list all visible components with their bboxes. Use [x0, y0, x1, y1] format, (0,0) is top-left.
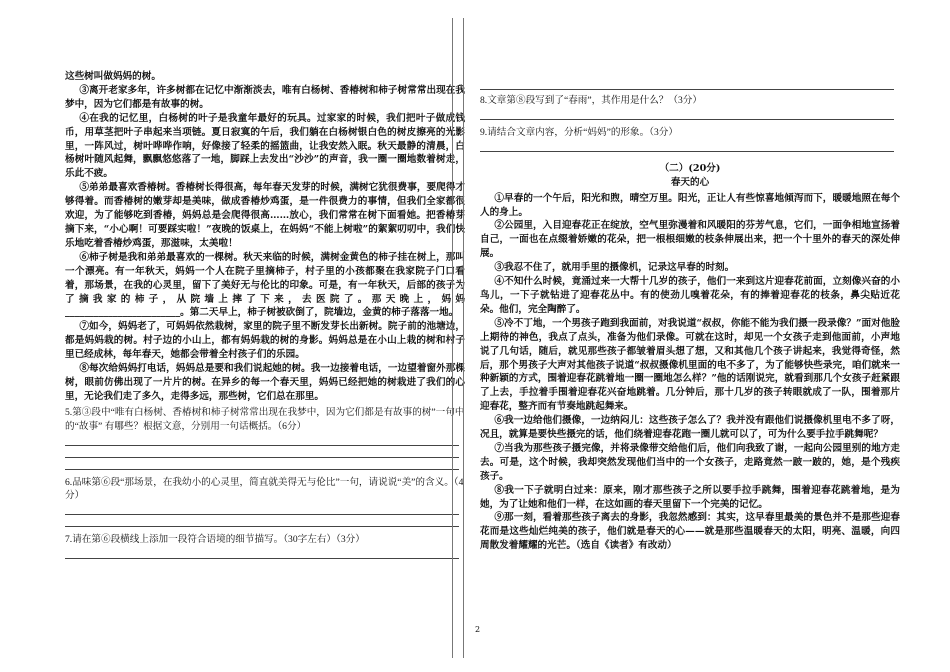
answer-line[interactable]: [480, 108, 894, 120]
paragraph: ①早春的一个午后，阳光和煦，晴空万里。阳光，正让人有些惊喜地倾泻而下，暖暖地照在每个人的身上。: [480, 192, 900, 218]
right-column: [480, 78, 900, 553]
paragraph: ⑤弟弟最喜欢香椿树。香椿树长得很高，每年春天发芽的时候，满树它犹很费事，要爬得才够得着。而香椿树的嫩芽却是美味，做成香椿炒鸡蛋，是一件很费力的事情，但我们全家都很欢迎，为了能够吃到香椿，妈妈总是会爬得很高……放心，我们常常在树下面看她。把香椿芽摘下来，“小心啊！可要踩实啦！”夜晚的饭桌上，在妈妈“不能上树啦”的絮絮叨叨中，我们快乐地吃着香椿炒鸡蛋，那滋味，太美啦！: [65, 182, 465, 249]
article-title: 春天的心: [670, 176, 710, 188]
paragraph: ⑧我一下子就明白过来：原来，刚才那些孩子之所以要手拉手跳舞，围着迎春花跳着地，是为她，为了让她和他们一样，在这如画的春天里留下一个完美的记忆。: [480, 484, 900, 510]
question-5: 5.第③段中“唯有白杨树、香椿树和柿子树常常出现在我梦中，因为它们都是有故事的树”一句中的“故事” 有哪些？根据文意，分别用一句话概括。（6分）: [65, 406, 465, 432]
paragraph: ④不知什么时候，竟涌过来一大帮十几岁的孩子，他们一来到这片迎春花前面，立刻像兴奋的小鸟儿，一下子就钻进了迎春花丛中。有的使劲儿嗅着花朵，有的捧着迎春花的枝条，鼻尖贴近花朵。他们，完全陶醉了。: [480, 276, 900, 315]
paragraph: ③我忍不住了，就用手里的摄像机，记录这早春的时刻。: [494, 262, 735, 274]
question-6: 6.品味第⑥段“那场景，在我幼小的心灵里，简直就美得无与伦比”一句，请说说“美”的含义。（4分）: [65, 476, 464, 502]
question-7: 7.请在第⑥段横线上添加一段符合语境的细节描写。（30字左右）（3分）: [65, 534, 365, 546]
answer-line[interactable]: [65, 446, 459, 458]
paragraph: ⑥我一边给他们摄像，一边纳闷儿：这些孩子怎么了？我并没有跟他们说摄像机里电不多了呀，况且，就算是要快些摄完的话，他们绕着迎春花跑一圈儿就可以了，可为什么要手拉手跳舞呢？: [480, 415, 900, 441]
paragraph: ⑦当我为那些孩子摄完像，并将录像带交给他们后，他们向我致了谢，一起向公园里别的地方走去。可是，这个时候，我却突然发现他们当中的一个女孩子，走路竟然一跛一跛的，她，是个残疾孩子。: [480, 442, 900, 482]
answer-line[interactable]: [65, 547, 459, 559]
paragraph: ⑧每次给妈妈打电话，妈妈总是要和我们说起她的树。我一边接着电话，一边望着窗外那棵树，眼前仿佛出现了一片片的树。在异乡的每一个春天里，妈妈已经把她的树栽进了我们的心里，无论我们走了多久，走得多远，那些树，它们总在那里。: [65, 363, 465, 402]
answer-line[interactable]: [65, 434, 459, 446]
paragraph: ⑥柿子树是我和弟弟最喜欢的一棵树。秋天来临的时候，满树金黄色的柿子挂在树上，那叫一个漂亮。有一年秋天，妈妈一个人在院子里摘柿子，村子里的小孩都聚在我家院子门口看着，那场景，在我的心灵里，留下了美好无与伦比的印象。可是，有一年秋天，后部的孩子为了摘我家的柿子，从院墙上摔了下来，去医院了。那天晚上，妈妈________________________。第二天早上，柿子树被砍倒了，院墙边，金黄的柿子落落一地。: [65, 251, 465, 319]
answer-line[interactable]: [65, 515, 459, 527]
question-8: 8.文章第⑧段写到了“春雨”，其作用是什么？（3分）: [480, 95, 702, 106]
paragraph: ⑨那一刻，看着那些孩子离去的身影，我忽然感到：其实，这早春里最美的景色并不是那些迎春花而是这些灿烂纯美的孩子，他们就是春天的心——就是那些温暖春天的太阳，明亮、温暖，向四周散发着耀耀的光芒。（选自《读者》有改动）: [480, 512, 900, 552]
paragraph: ③离开老家多年，许多树都在记忆中渐渐淡去，唯有白杨树、香椿树和柿子树常常出现在我梦中，因为它们都是有故事的树。: [65, 84, 465, 110]
column-divider: [452, 18, 464, 658]
paragraph: ④在我的记忆里，白杨树的叶子是我童年最好的玩具。过家家的时候，我们把叶子做成钱币，用草茎把叶子串起来当项链。夏日寂寞的午后，我们躺在白杨树银白色的树皮擦亮的光影里，一阵风过，树叶哗哗作响，好像接了轻柔的摇篮曲，让我安然入眠。秋天最静的清晨，白杨树叶随风起舞，飘飘悠悠落了一地，脚踩上去发出“沙沙”的声音，我一圈一圈地数着树走，乐此不疲。: [65, 112, 465, 180]
paragraph: ⑤冷不丁地，一个男孩子跑到我面前，对我说道“叔叔，你能不能为我们摄一段录像？”面对他脸上期待的神色，我点了点头，准备为他们录像。可就在这时，却见一个女孩子走到他面前，小声地说了几句话，随后，就见那些孩子都皱着眉头想了想，又和其他几个孩子讲起来，我觉得奇怪，然后，那个男孩子大声对其他孩子说道“叔叔摄像机里面的电不多了，为了能够快些录完，咱们就来一种新颖的方式，围着迎春花跳着地一圈一圈地怎么样？”他的话刚说完，就看到那几个女孩子赶紧跟了上去，手拉着手围着迎春花兴奋地跳着。几分钟后，那十几岁的孩子转眼就成了一队，围着那片迎春花，整齐而有节奏地跳起舞来。: [480, 317, 900, 413]
answer-line[interactable]: [65, 458, 459, 470]
answer-line[interactable]: [65, 503, 459, 515]
paragraph: 这些树叫做妈妈的树。: [65, 71, 161, 82]
answer-line[interactable]: [480, 140, 894, 152]
left-column: [65, 70, 465, 559]
paragraph: ②公园里，入目迎春花正在绽放，空气里弥漫着和风暖阳的芬芳气息，它们，一面争相地宣扬着自己，一面也在点缀着娇嫩的花朵，把一根根细嫩的枝条伸展出来，把一个十里外的春天的深处伸展。: [480, 220, 900, 260]
page-number: 2: [475, 625, 481, 634]
question-9: 9.请结合文章内容，分析“妈妈”的形象。（3分）: [480, 126, 678, 138]
section-title: （二）(20分): [659, 162, 721, 174]
paragraph: ⑦如今，妈妈老了，可妈妈依然栽树，家里的院子里不断发芽长出新树。院子前的池塘边，都是妈妈栽的树。村子边的小山上，都有妈妈栽的树的身影。妈妈总是在小山上栽的树和村子里已经成林，每年春天，她都会带着全村孩子们的乐园。: [65, 321, 465, 361]
answer-line[interactable]: [480, 78, 894, 90]
